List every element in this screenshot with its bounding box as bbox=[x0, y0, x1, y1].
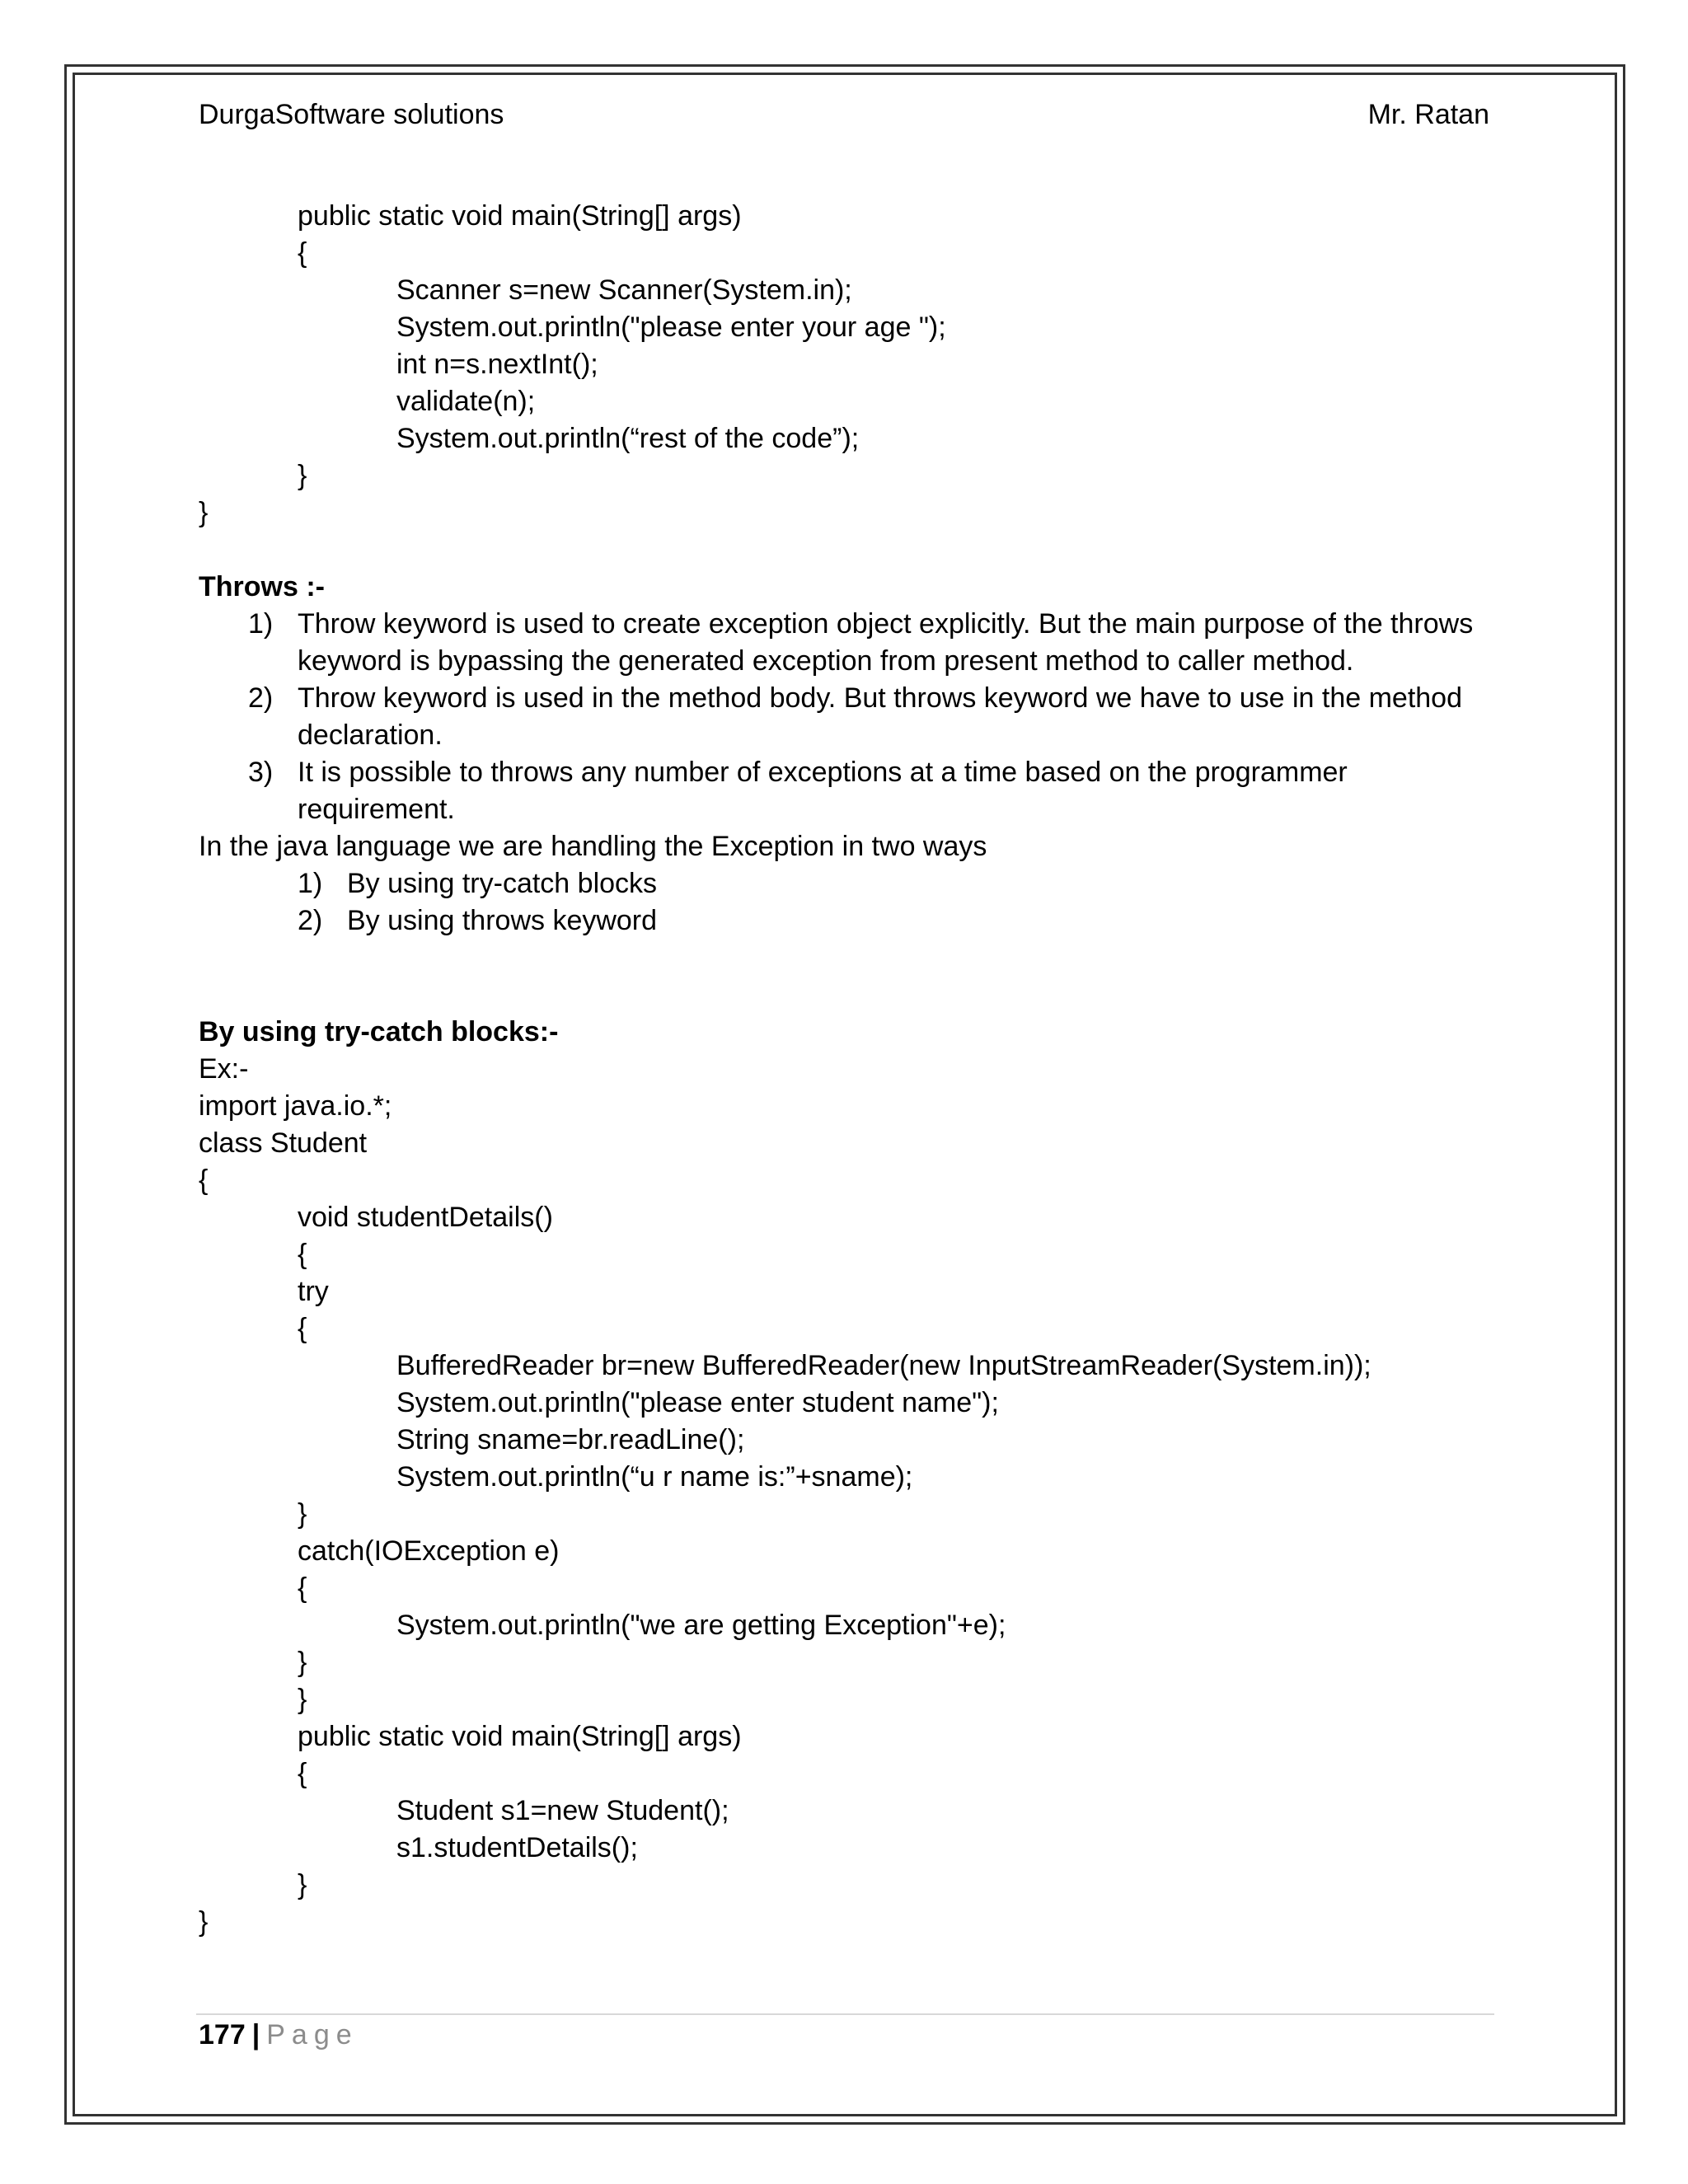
code-line: s1.studentDetails(); bbox=[396, 1832, 638, 1863]
code-line: import java.io.*; bbox=[199, 1090, 392, 1122]
code-line: { bbox=[199, 1165, 209, 1196]
code-line: System.out.println("we are getting Exception"+e); bbox=[396, 1610, 1006, 1641]
list-item-number: 2) bbox=[248, 682, 274, 714]
header-author: Mr. Ratan bbox=[1367, 99, 1489, 130]
code-line: Scanner s=new Scanner(System.in); bbox=[396, 274, 852, 306]
code-line: BufferedReader br=new BufferedReader(new InputStreamReader(System.in)); bbox=[396, 1350, 1372, 1381]
list-item-number: 1) bbox=[298, 868, 323, 899]
code-line: } bbox=[298, 1869, 307, 1900]
paragraph: In the java language we are handling the Exception in two ways bbox=[199, 831, 987, 862]
code-line: public static void main(String[] args) bbox=[298, 200, 742, 232]
list-item-number: 3) bbox=[248, 757, 274, 788]
code-line: System.out.println(“rest of the code”); bbox=[396, 423, 860, 454]
code-line: Student s1=new Student(); bbox=[396, 1795, 729, 1826]
code-line: System.out.println("please enter student name"); bbox=[396, 1387, 999, 1418]
section-heading-try-catch: By using try-catch blocks:- bbox=[199, 1016, 559, 1047]
footer-separator: | bbox=[251, 2019, 260, 2050]
code-line: { bbox=[298, 1239, 307, 1270]
code-line: public static void main(String[] args) bbox=[298, 1721, 742, 1752]
list-item-number: 2) bbox=[298, 905, 323, 936]
code-line: System.out.println(“u r name is:”+sname); bbox=[396, 1461, 913, 1493]
page-number: 177 bbox=[199, 2019, 246, 2050]
code-line: int n=s.nextInt(); bbox=[396, 349, 598, 380]
code-line: try bbox=[298, 1276, 329, 1307]
code-line: } bbox=[298, 460, 307, 491]
code-line: String sname=br.readLine(); bbox=[396, 1424, 745, 1455]
list-item-text: By using try-catch blocks bbox=[347, 868, 658, 899]
code-line: } bbox=[298, 1647, 307, 1678]
code-line: catch(IOException e) bbox=[298, 1535, 560, 1567]
list-item-text: requirement. bbox=[298, 794, 455, 825]
list-item-text: Throw keyword is used to create exception object explicitly. But the main purpose of the throws bbox=[298, 608, 1474, 640]
list-item-text: By using throws keyword bbox=[347, 905, 658, 936]
code-line: } bbox=[298, 1498, 307, 1530]
page-footer bbox=[199, 2017, 359, 2054]
code-line: class Student bbox=[199, 1127, 368, 1159]
page-label: Page bbox=[266, 2019, 359, 2050]
code-line: Ex:- bbox=[199, 1053, 249, 1085]
section-heading-throws: Throws :- bbox=[199, 571, 325, 602]
code-line: { bbox=[298, 1313, 307, 1344]
list-item-text: Throw keyword is used in the method body. But throws keyword we have to use in the method bbox=[298, 682, 1462, 714]
code-line: { bbox=[298, 1758, 307, 1789]
list-item-text: keyword is bypassing the generated exception from present method to caller method. bbox=[298, 645, 1354, 677]
list-item-text: It is possible to throws any number of exceptions at a time based on the programmer bbox=[298, 757, 1348, 788]
code-line: { bbox=[298, 237, 307, 269]
code-line: } bbox=[298, 1684, 307, 1715]
list-item-text: declaration. bbox=[298, 719, 443, 751]
header-company: DurgaSoftware solutions bbox=[199, 99, 504, 130]
code-line: } bbox=[199, 497, 209, 528]
code-line: { bbox=[298, 1572, 307, 1604]
code-line: void studentDetails() bbox=[298, 1202, 553, 1233]
footer-divider bbox=[196, 2013, 1494, 2015]
code-line: } bbox=[199, 1906, 209, 1938]
list-item-number: 1) bbox=[248, 608, 274, 640]
code-line: validate(n); bbox=[396, 386, 536, 417]
code-line: System.out.println("please enter your age "); bbox=[396, 312, 946, 343]
